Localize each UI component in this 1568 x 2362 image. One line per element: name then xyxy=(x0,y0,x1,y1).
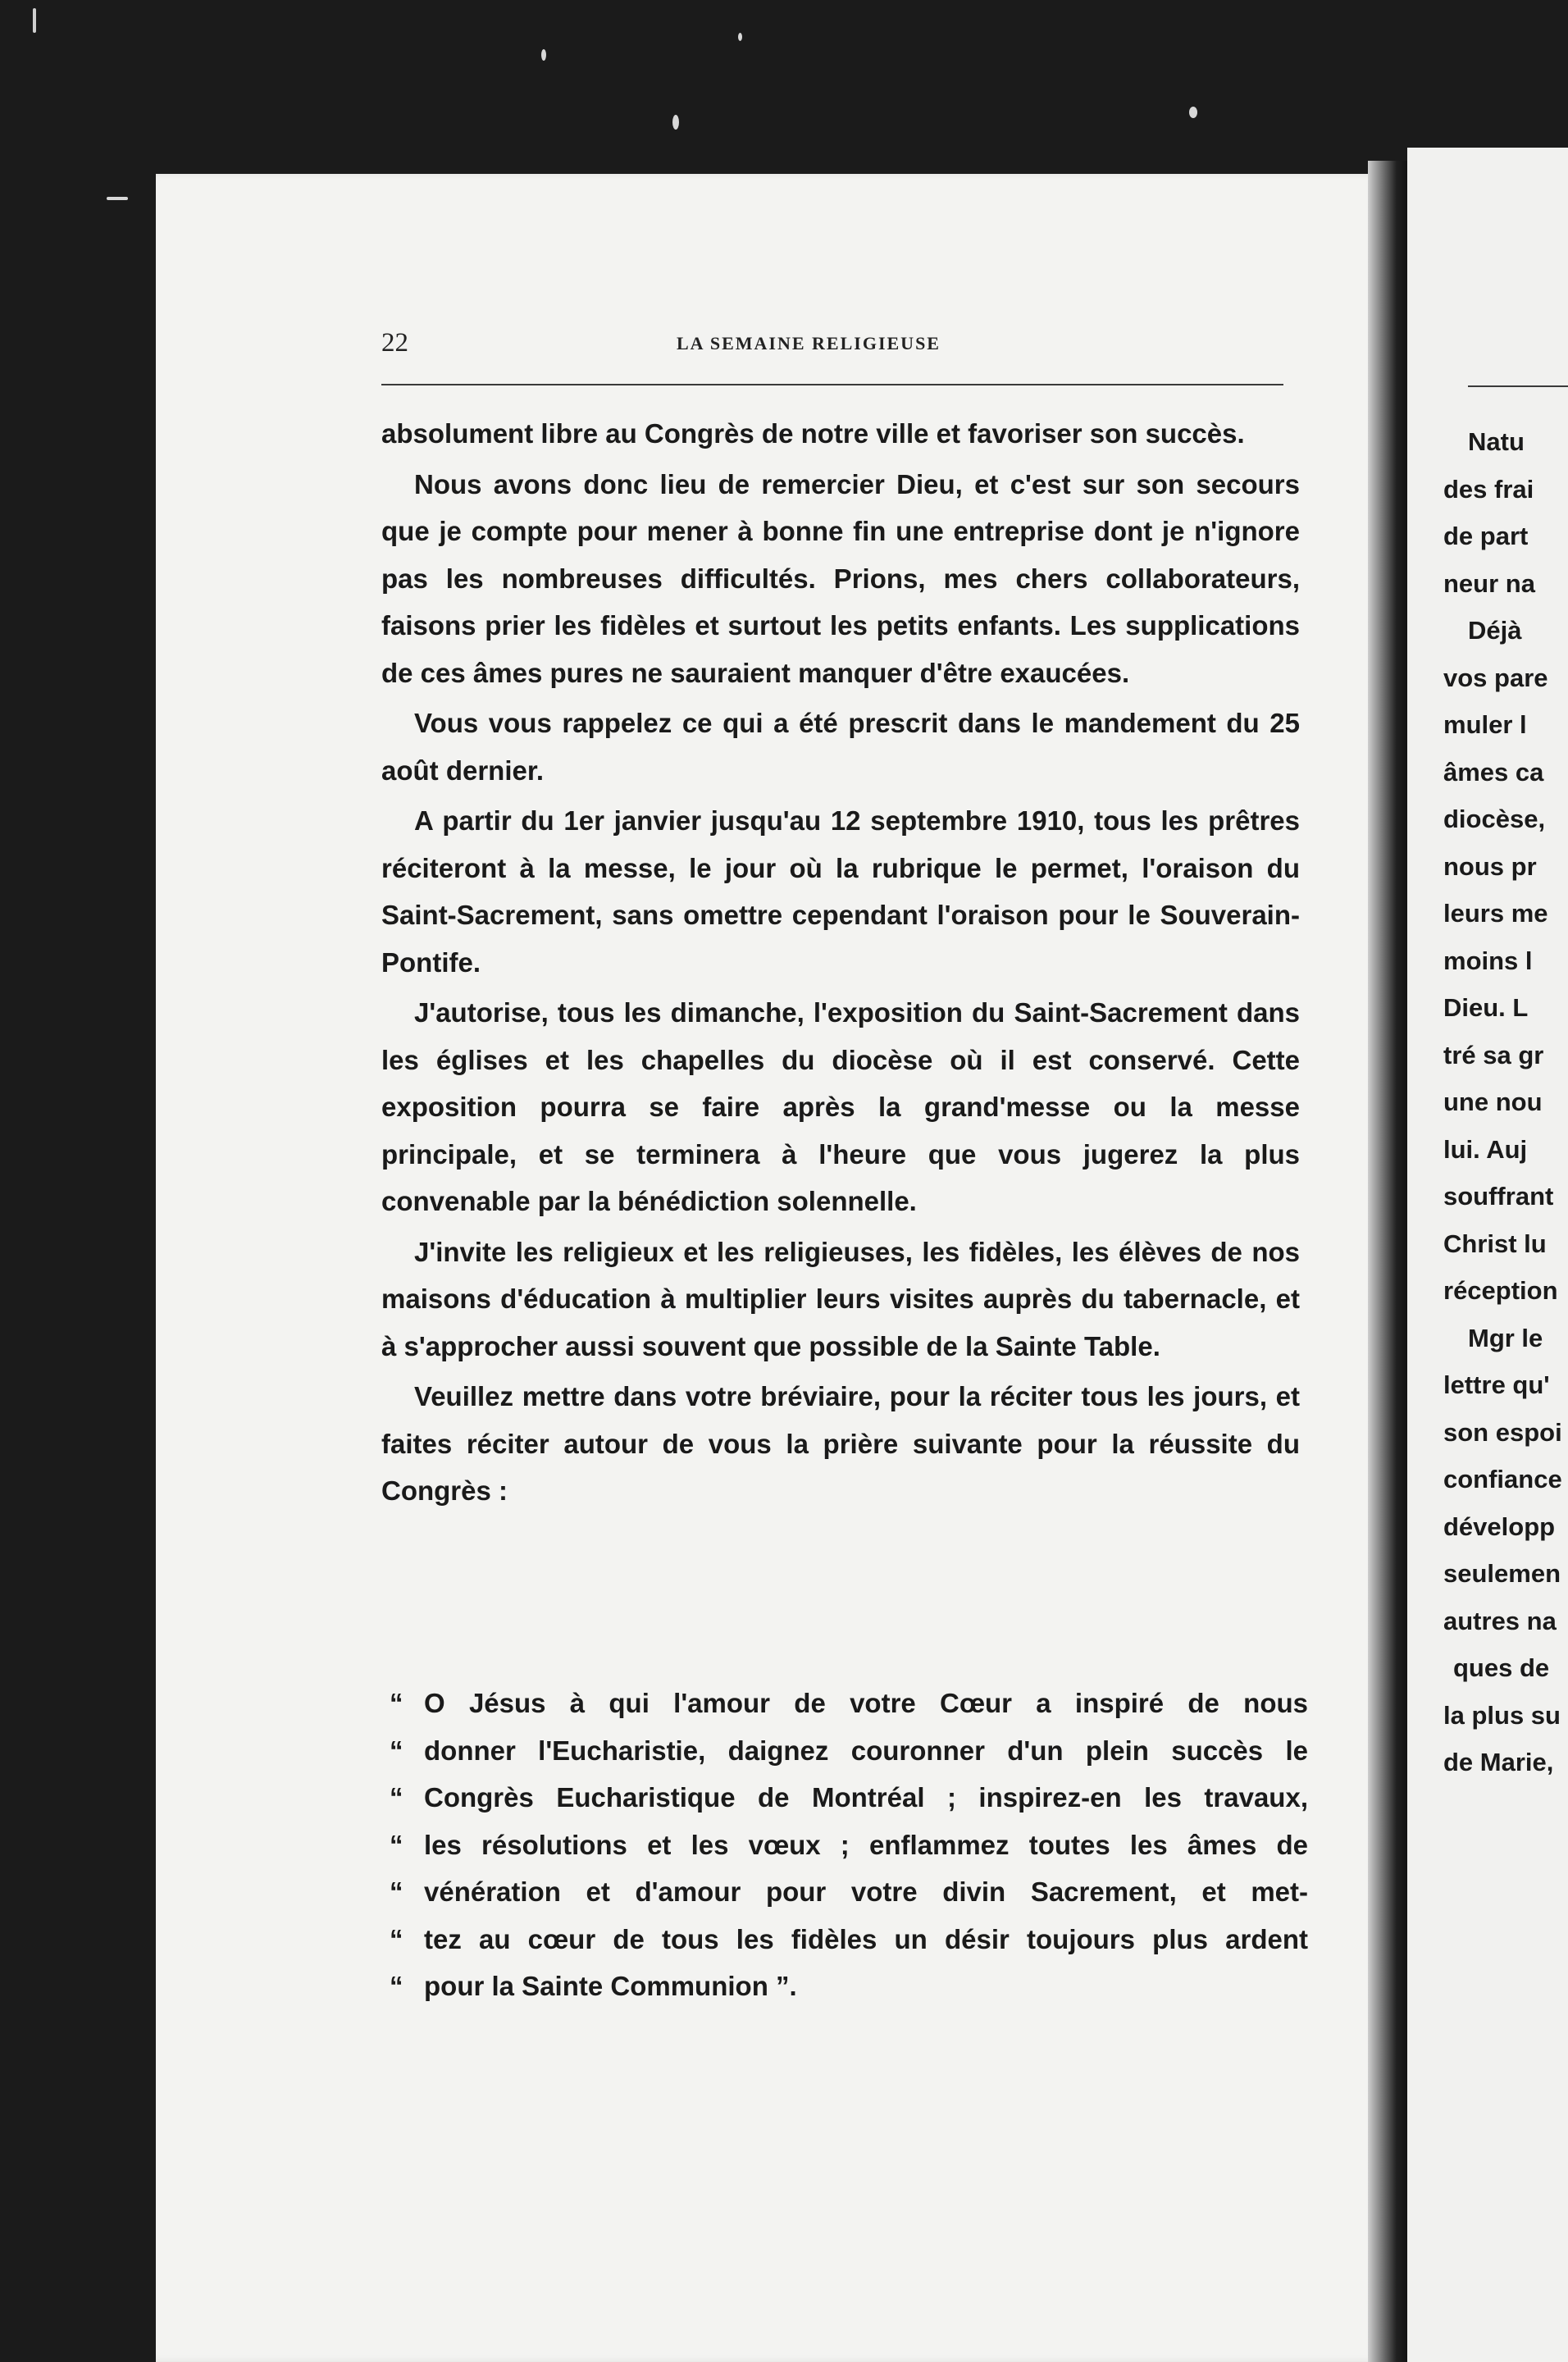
prayer-line-text: vénération et d'amour pour votre divin Sacrement, et met- xyxy=(424,1876,1308,1907)
scan-speck xyxy=(1189,107,1197,118)
right-line: développ xyxy=(1443,1512,1556,1541)
running-head xyxy=(381,328,1288,377)
right-line: neur na xyxy=(1443,568,1535,598)
prayer-line xyxy=(390,1916,1308,1963)
right-line: son espoi xyxy=(1443,1417,1562,1447)
paragraph: A partir du 1er janvier jusqu'au 12 septembre 1910, tous les prêtres réciteront à la messe, le jour où la rubrique le permet, l'oraison du Saint-Sacrement, sans omettre cependant l'oraison pour le Souverain-Pontife. xyxy=(381,805,1300,978)
book-gutter xyxy=(1368,161,1409,2362)
quote-mark: “ xyxy=(390,1735,403,1766)
scan-speck xyxy=(107,197,128,200)
right-page-text xyxy=(1443,418,1568,1786)
right-line: Christ lu xyxy=(1443,1229,1547,1258)
header-rule xyxy=(381,384,1283,385)
quote-mark: “ xyxy=(390,1782,403,1813)
prayer-line-text: les résolutions et les vœux ; enflammez toutes les âmes de xyxy=(424,1829,1308,1860)
right-line: âmes ca xyxy=(1443,757,1544,787)
prayer-line xyxy=(390,1868,1308,1916)
paragraph: Nous avons donc lieu de remercier Dieu, et c'est sur son secours que je compte pour mener à bonne fin une entreprise dont je n'ignore pas les nombreuses difficultés. Prions, mes chers collaborateurs, faisons prier les fidèles et surtout les petits enfants. Les supplications de ces âmes pures ne sauraient manquer d'être exaucées. xyxy=(381,468,1300,688)
paragraph: J'autorise, tous les dimanche, l'exposition du Saint-Sacrement dans les églises et les chapelles du diocèse où il est conservé. Cette exposition pourra se faire après la grand'messe ou la messe principale, et se terminera à l'heure que vous jugerez la plus convenable par la bénédiction solennelle. xyxy=(381,997,1300,1216)
prayer-line-text: pour la Sainte Communion ”. xyxy=(424,1971,797,2001)
right-line: réception xyxy=(1443,1276,1558,1305)
right-line: Mgr le xyxy=(1468,1323,1543,1352)
right-line: diocèse, xyxy=(1443,805,1546,833)
right-line: Dieu. L xyxy=(1443,993,1529,1022)
prayer-line xyxy=(390,1680,1308,1727)
right-line: la plus su xyxy=(1443,1700,1561,1730)
right-page-rule xyxy=(1468,385,1568,387)
right-line: nous pr xyxy=(1443,851,1537,881)
paragraph: Veuillez mettre dans votre bréviaire, pour la réciter tous les jours, et faites réciter autour de vous la prière suivante pour la réussite du Congrès : xyxy=(381,1381,1300,1506)
right-line: une nou xyxy=(1443,1088,1543,1116)
prayer-line-text: donner l'Eucharistie, daignez couronner d'un plein succès le xyxy=(424,1735,1308,1766)
right-line: de part xyxy=(1443,522,1529,550)
page-number: 22 xyxy=(381,328,408,358)
right-line: vos pare xyxy=(1443,663,1548,692)
right-line: de Marie, xyxy=(1443,1748,1554,1776)
right-line: confiance xyxy=(1443,1465,1562,1493)
right-line: ques de xyxy=(1453,1653,1550,1682)
scan-speck xyxy=(672,115,679,130)
quote-mark: “ xyxy=(390,1829,403,1860)
scan-speck xyxy=(33,8,36,33)
quote-mark: “ xyxy=(390,1923,403,1954)
prayer-line-text: tez au cœur de tous les fidèles un désir toujours plus ardent xyxy=(424,1923,1308,1954)
journal-title: LA SEMAINE RELIGIEUSE xyxy=(677,333,941,353)
quote-mark: “ xyxy=(390,1971,403,2001)
right-line: souffrant xyxy=(1443,1182,1554,1211)
right-line: Déjà xyxy=(1468,616,1522,645)
prayer-line-text: Congrès Eucharistique de Montréal ; inspirez-en les travaux, xyxy=(424,1782,1308,1813)
paragraph: absolument libre au Congrès de notre ville et favoriser son succès. xyxy=(381,418,1245,449)
quote-mark: “ xyxy=(390,1688,403,1718)
body-text xyxy=(381,410,1300,1518)
right-line: lettre qu' xyxy=(1443,1370,1550,1399)
quote-mark: “ xyxy=(390,1876,403,1907)
prayer-line xyxy=(390,1963,1308,2010)
scan-speck xyxy=(541,49,546,61)
right-line: Natu xyxy=(1468,427,1525,456)
right-line: moins l xyxy=(1443,946,1533,975)
right-line: des frai xyxy=(1443,474,1534,504)
paragraph: J'invite les religieux et les religieuses, les fidèles, les élèves de nos maisons d'éducation à multiplier leurs visites auprès du tabernacle, et à s'approcher aussi souvent que possible de la Sainte Table. xyxy=(381,1236,1300,1361)
right-line: muler l xyxy=(1443,710,1527,739)
right-line: tré sa gr xyxy=(1443,1040,1544,1069)
prayer-line xyxy=(390,1822,1308,1869)
right-line: seulemen xyxy=(1443,1559,1561,1588)
prayer-line xyxy=(390,1727,1308,1775)
prayer-line xyxy=(390,1774,1308,1822)
prayer-line-text: O Jésus à qui l'amour de votre Cœur a inspiré de nous xyxy=(424,1688,1308,1718)
paragraph: Vous vous rappelez ce qui a été prescrit dans le mandement du 25 août dernier. xyxy=(381,708,1300,786)
right-line: lui. Auj xyxy=(1443,1134,1528,1164)
prayer-block xyxy=(390,1680,1308,2010)
right-line: leurs me xyxy=(1443,899,1548,928)
scan-speck xyxy=(738,33,742,41)
right-line: autres na xyxy=(1443,1606,1557,1635)
